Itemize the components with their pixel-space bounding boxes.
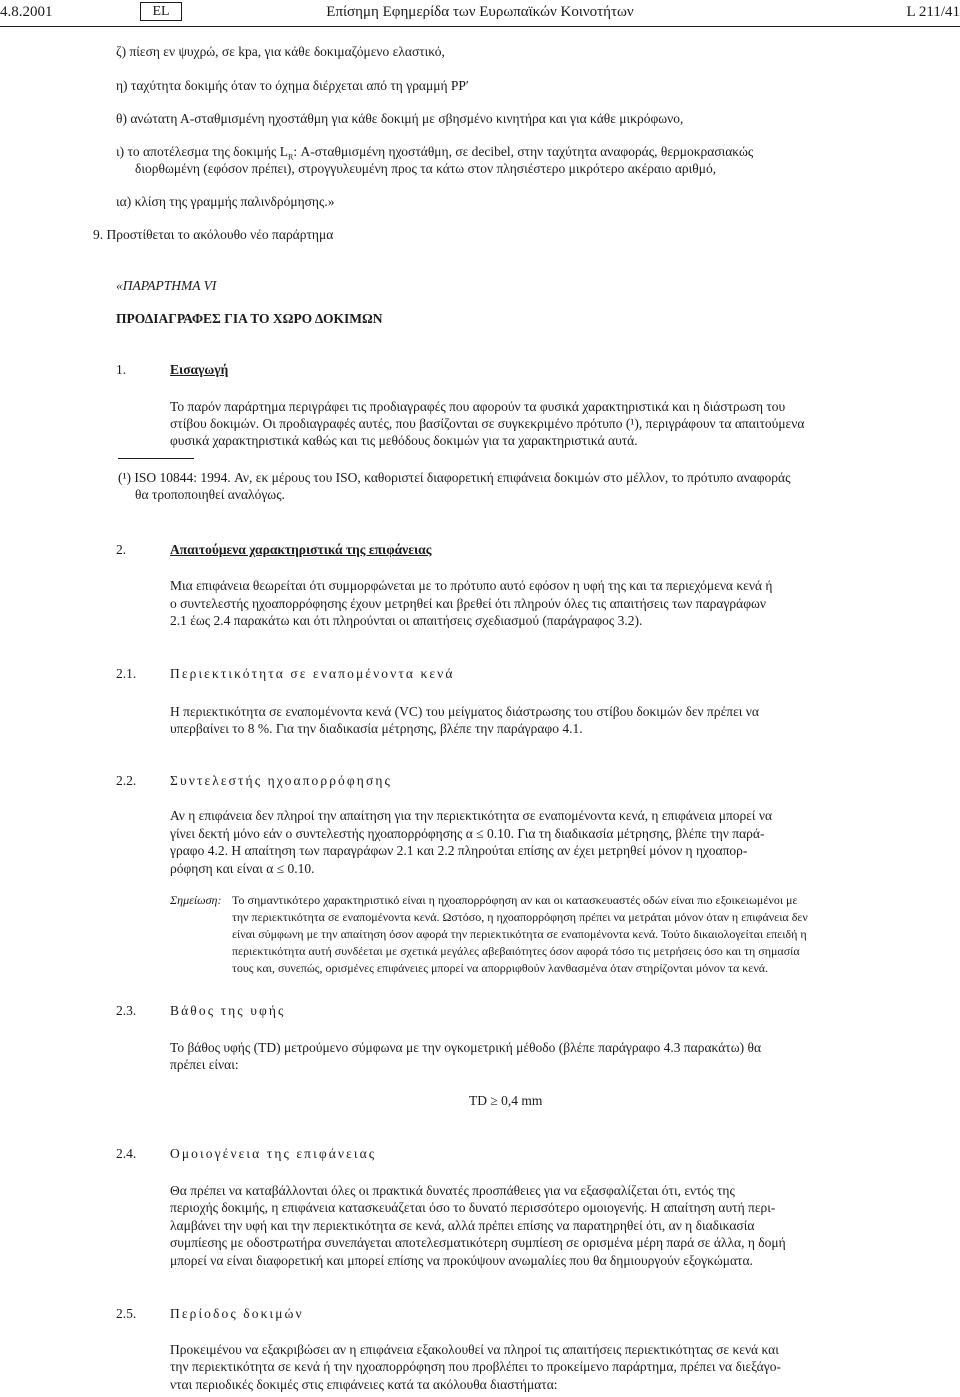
note-line: Το σημαντικότερο χαρακτηριστικό είναι η ηχοαπορρόφηση αν και οι κατασκευαστές οδών είναι πιο εξοικειωμένοι με — [232, 893, 798, 907]
section-2-1-line: Η περιεκτικότητα σε εναπομένοντα κενά (VC) του μείγματος διάστρωσης του στίβου δοκιμών δεν πρέπει να — [170, 704, 759, 719]
section-2-4-line: μπορεί να είναι διαφορετική και μπορεί επίσης να προκύψουν ανωμαλίες που θα δημιουργούν εξογκώματα. — [170, 1253, 753, 1268]
section-2-5-number: 2.5. — [116, 1306, 137, 1321]
section-2-4-line: λαμβάνει την υφή και την περιεκτικότητα σε κενά, αλλά πρέπει επίσης να παρατηρηθεί ότι, αν η διαδικασία — [170, 1218, 755, 1233]
section-2-4-title: Ομοιογένεια της επιφάνειας — [170, 1146, 377, 1161]
texture-depth-formula: TD ≥ 0,4 mm — [469, 1093, 543, 1108]
note-line: την περιεκτικότητα σε εναπομένοντα κενά. Ωστόσο, η ηχοαπορρόφηση πρέπει να μετράται μόνον όταν η επιφάνεια δεν — [232, 910, 808, 924]
section-1-line: φυσικά χαρακτηριστικά καθώς και τις μεθόδους δοκιμών για τα χαρακτηριστικά αυτά. — [170, 433, 638, 448]
section-1-number: 1. — [116, 362, 127, 377]
list-item-i: η) ταχύτητα δοκιμής όταν το όχημα διέρχεται από τη γραμμή PP′ — [116, 78, 469, 93]
section-1-title: Εισαγωγή — [170, 362, 229, 377]
section-2-number: 2. — [116, 542, 127, 557]
list-item-iota — [116, 144, 753, 162]
section-2-1-line: υπερβαίνει το 8 %. Για την διαδικασία μέτρησης, βλέπε την παράγραφο 4.1. — [170, 721, 583, 736]
footnote-line: (¹) ISO 10844: 1994. Αν, εκ μέρους του ISO, καθοριστεί διαφορετική επιφάνεια δοκιμών στο μέλλον, το πρότυπο αναφοράς — [118, 470, 791, 485]
section-2-4-line: συμπίεσης με οδοστρωτήρα συνεπάγεται αποτελεσματικότερη συμπίεση σε ορισμένα μέρη παρά σε άλλα, η δομή — [170, 1235, 786, 1250]
section-2-2-line: γραφο 4.2. Η απαίτηση των παραγράφων 2.1 και 2.2 πληρούται επίσης αν έχει μετρηθεί μόνον η ηχοαπορ- — [170, 843, 748, 858]
section-2-line: 2.1 έως 2.4 παρακάτω και ότι πληρούνται οι απαιτήσεις σχεδιασμού (παράγραφος 3.2). — [170, 613, 643, 628]
list-item-ia: ια) κλίση της γραμμής παλινδρόμησης.» — [116, 194, 335, 209]
list-item-iota-text: ι) το αποτέλεσμα της δοκιμής L — [116, 144, 288, 159]
note-line: περιεκτικότητα αυτή συνδέεται με σχετικά μεγάλες αβεβαιότητες όσον αφορά τόσο τις μετρήσεις όσο και τη σημασία — [232, 944, 800, 958]
list-item-iota-line2: διορθωμένη (εφόσον πρέπει), στρογγυλευμένη προς τα κάτω στον πλησιέστερο μικρότερο ακέραιο αριθμό, — [135, 161, 717, 176]
list-item-th: θ) ανώτατη Α-σταθμισμένη ηχοστάθμη για κάθε δοκιμή με σβησμένο κινητήρα και για κάθε μικρόφωνο, — [116, 111, 684, 126]
section-2-2-line: Αν η επιφάνεια δεν πληροί την απαίτηση για την περιεκτικότητα σε εναπομένοντα κενά, η επιφάνεια μπορεί να — [170, 808, 773, 823]
section-1-line: στίβου δοκιμών. Οι προδιαγραφές αυτές, που βασίζονται σε συγκεκριμένο πρότυπο (¹), περιγράφουν τα απαιτούμενα — [170, 416, 805, 431]
section-2-3-number: 2.3. — [116, 1003, 137, 1018]
section-2-2-title: Συντελεστής ηχοαπορρόφησης — [170, 773, 392, 788]
section-2-1-title: Περιεκτικότητα σε εναπομένοντα κενά — [170, 666, 455, 681]
section-2-5-line: την περιεκτικότητα σε κενά ή την ηχοαπορρόφηση που προβλέπει το προκείμενο παράρτημα, πρέπει να διεξάγο- — [170, 1359, 781, 1374]
section-2-line: Μια επιφάνεια θεωρείται ότι συμμορφώνεται με το πρότυπο αυτό εφόσον η υφή της και τα περιεχόμενα κενά ή — [170, 578, 773, 593]
list-item-iota-sub: R — [287, 152, 294, 162]
item-9: 9. Προστίθεται το ακόλουθο νέο παράρτημα — [93, 227, 334, 242]
section-2-2-line: γίνει δεκτή μόνο εάν ο συντελεστής ηχοαπορρόφησης α ≤ 0.10. Για τη διαδικασία μέτρησης, βλέπε την παρά- — [170, 826, 765, 841]
language-tag: EL — [140, 2, 182, 21]
section-2-1-number: 2.1. — [116, 666, 137, 681]
note-label: Σημείωση: — [170, 893, 222, 907]
section-2-3-line: πρέπει είναι: — [170, 1057, 239, 1072]
section-2-3-line: Το βάθος υφής (TD) μετρούμενο σύμφωνα με την ογκομετρική μέθοδο (βλέπε παράγραφο 4.3 παρακάτω) θα — [170, 1040, 762, 1055]
section-1-line: Το παρόν παράρτημα περιγράφει τις προδιαγραφές που αφορούν τα φυσικά χαρακτηριστικά και η διάστρωση του — [170, 399, 786, 414]
section-2-2-number: 2.2. — [116, 773, 137, 788]
footnote-rule — [118, 458, 194, 459]
list-item-z: ζ) πίεση εν ψυχρώ, σε kpa, για κάθε δοκιμαζόμενο ελαστικό, — [116, 44, 445, 59]
section-2-5-line: νται περιοδικές δοκιμές στις επιφάνειες κατά τα ακόλουθα διαστήματα: — [170, 1377, 558, 1392]
section-2-4-number: 2.4. — [116, 1146, 137, 1161]
header-rule — [0, 26, 960, 27]
section-2-3-title: Βάθος της υφής — [170, 1003, 286, 1018]
header-date: 4.8.2001 — [0, 4, 53, 20]
section-2-5-line: Προκειμένου να εξακριβώσει αν η επιφάνεια εξακολουθεί να πληροί τις απαιτήσεις περιεκτικότητας σε κενά και — [170, 1342, 779, 1357]
note-line: είναι σύμφωνη με την απαίτηση όσον αφορά την περιεκτικότητα σε εναπομένοντα κενά. Τούτο δικαιολογείται επειδή η — [232, 927, 807, 941]
list-item-iota-rest: : Α-σταθμισμένη ηχοστάθμη, σε decibel, στην ταχύτητα αναφοράς, θερμοκρασιακώς — [293, 144, 754, 159]
section-2-title: Απαιτούμενα χαρακτηριστικά της επιφάνειας — [170, 542, 432, 557]
annex-title: «ΠΑΡΑΡΤΗΜΑ VI — [116, 278, 217, 293]
section-2-4-line: περιοχής δοκιμής, η επιφάνεια κατασκευάζεται όσο το δυνατό περισσότερο ομοιογενής. Η απαίτηση αυτή περι- — [170, 1200, 776, 1215]
footnote-line: θα τροποποιηθεί αναλόγως. — [135, 487, 285, 502]
note-line: τους και, συνεπώς, ορισμένες επιφάνειες μπορεί να απορριφθούν λανθασμένα όταν στηρίζονται μόνον τα κενά. — [232, 961, 769, 975]
section-2-line: ο συντελεστής ηχοαπορρόφησης έχουν μετρηθεί και βρεθεί ότι πληρούν όλες τις απαιτήσεις των παραγράφων — [170, 596, 767, 611]
journal-title: Επίσημη Εφημερίδα των Ευρωπαϊκών Κοινοτήτων — [326, 4, 634, 20]
section-2-4-line: Θα πρέπει να καταβάλλονται όλες οι πρακτικά δυνατές προσπάθειες για να εξασφαλίζεται ότι, εντός της — [170, 1183, 735, 1198]
section-2-2-line: ρόφηση και είναι α ≤ 0.10. — [170, 861, 315, 876]
section-2-5-title: Περίοδος δοκιμών — [170, 1306, 304, 1321]
annex-subtitle: ΠΡΟΔΙΑΓΡΑΦΕΣ ΓΙΑ ΤΟ ΧΩΡΟ ΔΟΚΙΜΩΝ — [116, 311, 383, 326]
header-ref: L 211/41 — [906, 4, 960, 20]
